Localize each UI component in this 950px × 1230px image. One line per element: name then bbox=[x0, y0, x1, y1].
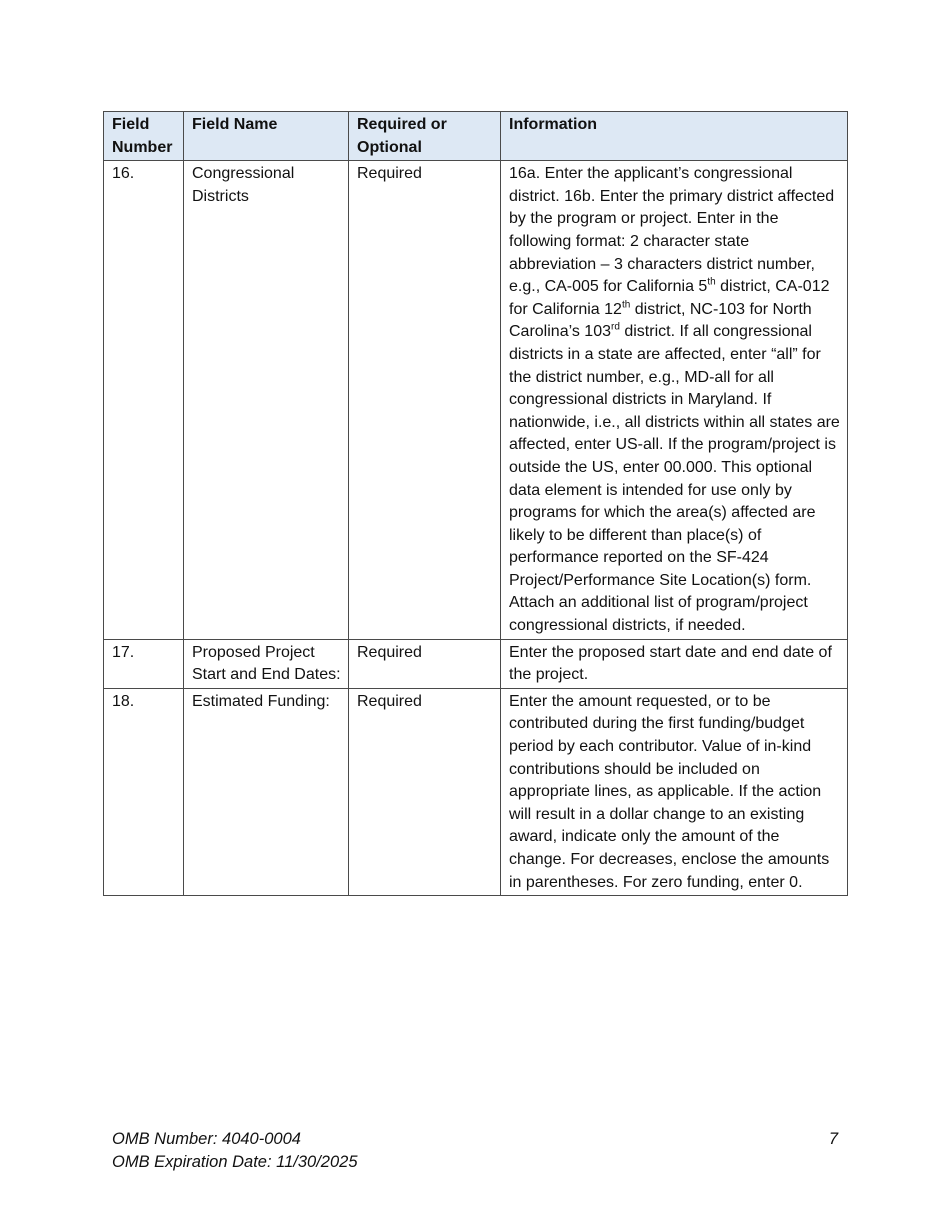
information-cell: Enter the amount requested, or to be contributed during the first funding/budget period by each contributor. Value of in-kind contributions should be included on appropriate lines, as applicable. If the action will result in a dollar change to an existing award, indicate only the amount of the change. For decreases, enclose the amounts in parentheses. For zero funding, enter 0. bbox=[501, 688, 848, 895]
table-row bbox=[104, 639, 848, 688]
field-number-cell: 16. bbox=[104, 161, 184, 639]
header-information: Information bbox=[501, 112, 848, 161]
info-text-part: district. If all congressional districts in a state are affected, enter “all” for the district number, e.g., MD-all for all congressional districts in Maryland. If nationwide, i.e., all districts within all states are affected, enter US-all. If the program/project is outside the US, enter 00.000. This optional data element is intended for use only by programs for which the area(s) affected are likely to be different than place(s) of performance reported on the SF-424 Project/Performance Site Location(s) form. Attach an additional list of program/project congressional districts, if needed. bbox=[509, 323, 840, 635]
field-name-cell: Congressional Districts bbox=[184, 161, 349, 639]
info-text-part: district, NC-103 for North Carolina’s 103 bbox=[509, 300, 812, 341]
table-header-row bbox=[104, 112, 848, 161]
footer-omb-info bbox=[112, 1128, 358, 1174]
omb-number: OMB Number: 4040-0004 bbox=[112, 1130, 301, 1148]
header-field-name: Field Name bbox=[184, 112, 349, 161]
header-field-number: Field Number bbox=[104, 112, 184, 161]
superscript-suffix: th bbox=[621, 299, 631, 311]
field-number-cell: 18. bbox=[104, 688, 184, 895]
required-cell: Required bbox=[349, 688, 501, 895]
header-required-or-optional: Required or Optional bbox=[349, 112, 501, 161]
information-cell: Enter the proposed start date and end date of the project. bbox=[501, 639, 848, 688]
table-row bbox=[104, 161, 848, 639]
table-row bbox=[104, 688, 848, 895]
omb-expiration-date: OMB Expiration Date: 11/30/2025 bbox=[112, 1153, 358, 1171]
page-number: 7 bbox=[828, 1130, 838, 1148]
field-instructions-table bbox=[103, 111, 848, 896]
field-name-cell: Estimated Funding: bbox=[184, 688, 349, 895]
field-number-cell: 17. bbox=[104, 639, 184, 688]
required-cell: Required bbox=[349, 161, 501, 639]
superscript-suffix: th bbox=[707, 276, 716, 288]
field-name-cell: Proposed Project Start and End Dates: bbox=[184, 639, 349, 688]
superscript-suffix: rd bbox=[611, 322, 620, 334]
information-cell bbox=[501, 161, 848, 639]
info-text-part: district, CA-012 for California 12 bbox=[509, 278, 830, 318]
info-text-part: 16a. Enter the applicant’s congressional district. 16b. Enter the primary district affected by the program or project. Enter in the following format: 2 character state abbreviation – 3 characters district number, e.g., CA-005 for California 5 bbox=[509, 165, 835, 296]
required-cell: Required bbox=[349, 639, 501, 688]
